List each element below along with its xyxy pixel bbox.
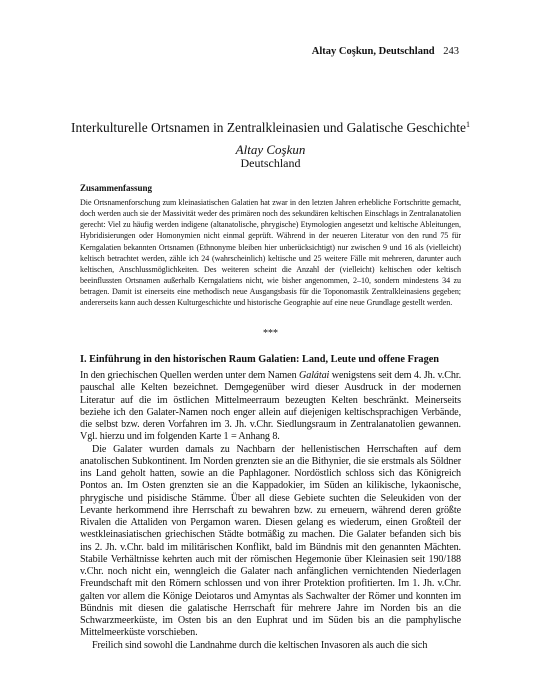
author-name: Altay Coşkun (235, 142, 306, 157)
paper-title-text: Interkulturelle Ortsnamen in Zentralkleinasien und Galatische Geschichte (71, 120, 466, 135)
body-paragraph-2: Die Galater wurden damals zu Nachbarn der hellenistischen Herrschaften auf dem anatolischen Subkontinent. Im Norden grenzten sie an die Bithynier, die sie erstmals als Söldner ins Land geholt hatten, sowie an die Paphlagoner. Nordöstlich schloss sich das Königreich Pontos an. Im Osten grenzten sie an die Kappadokier, im Süden an kilikische, lykaonische, phrygische und pisidische Stämme. Über all diese Gebiete suchten die Seleukiden von der Levante herkommend ihre Herrschaft zu bewahren bzw. zu erneuern, während deren größte Rivalen die Attaliden von Pergamon waren. Diesen gelang es wiederum, einen Großteil der westkleinasiatischen griechischen Städte botmäßig zu machen. Die Galater befanden sich bis ins 2. Jh. v.Chr. bald im militärischen Konflikt, bald im Bündnis mit den genannten Mächten. Stabile Verhältnisse kehrten auch mit der römischen Hegemonie über Kleinasien seit 190/188 v.Chr. noch nicht ein, wenngleich die Galater nach anfänglichen vernichtenden Niederlagen Freundschaft mit den Römern schlossen und von ihrer Protektion profitierten. Im 1. Jh. v.Chr. galten vor allem die Könige Deiotaros und Amyntas als Sachwalter der Römer und konnten im Bündnis mit diesen die galatische Herrschaft für mehrere Jahre im Norden bis an die Schwarzmeerküste, im Osten bis an den Euphrat und im Süden bis an die pamphylische Mittelmeerküste vorschieben. (80, 443, 461, 639)
body-paragraph-3: Freilich sind sowohl die Landnahme durch die keltischen Invasoren als auch die sich (92, 639, 428, 651)
abstract-text: Die Ortsnamenforschung zum kleinasiatischen Galatien hat zwar in den letzten Jahren erhebliche Fortschritte gemacht, doch werden auch sie der Massivität weder des primären noch des sekundären keltischen Einschlags in Zentralanatolien gerecht: Viel zu häufig werden indigene (altanatolische, phrygische) Etymologien angesetzt und keltische Ableitungen, Hybridisierungen oder Homonymien nicht einmal geprüft. Während in der neueren Literatur von den rund 75 für Kerngalatien bekannten Ortsnamen (Ethnonyme bleiben hier unberücksichtigt) nur zwischen 9 und 16 als (vielleicht) keltisch betrachtet werden, zähle ich 24 (wahrscheinlich) keltische und 25 weitere Fälle mit mehreren, darunter auch keltischen, Anschlussmöglichkeiten. Des weiteren scheint die Anzahl der (vielleicht) keltischen oder keltisch beeinflussten Ortsnamen außerhalb Kerngalatiens nicht, wie bisher angenommen, 2–10, sondern mindestens 34 zu betragen. Damit ist einerseits eine methodisch neue Ausgangsbasis für die Toponomastik Zentralkleinasiens gegeben; andererseits kann auch dessen Kulturgeschichte und historische Geographie auf eine neue Grundlage gestellt werden. (80, 198, 461, 308)
running-head (312, 46, 459, 57)
body-paragraph-1: In den griechischen Quellen werden unter dem Namen Galátai wenigstens seit dem 4. Jh. v.Chr. pauschal alle Kelten bezeichnet. Demgegenüber wird dieser Ausdruck in der modernen Literatur auf die im östlichen Mittelmeerraum bezeugten Kelten beschränkt. Meinerseits beziehe ich den Galater-Namen noch enger allein auf diejenigen keltischsprachigen Verbände, die selbst bzw. deren Vorfahren im 3. Jh. v.Chr. Siedlungsraum in Zentralanatolien gewannen. Vgl. hierzu und im folgenden Karte 1 = Anhang 8. (80, 370, 461, 443)
paper-title (0, 120, 541, 136)
abstract-heading: Zusammenfassung (80, 183, 153, 193)
page-number: 243 (443, 46, 459, 57)
term-galatai: Galátai (299, 370, 330, 381)
author-country: Deutschland (240, 156, 301, 170)
section-heading: I. Einführung in den historischen Raum Galatien: Land, Leute und offene Fragen (80, 354, 440, 365)
body-text (80, 370, 461, 652)
running-head-author: Altay Coşkun, Deutschland (311, 46, 435, 57)
title-footnote-marker: 1 (465, 120, 470, 129)
section-separator: *** (263, 328, 278, 339)
